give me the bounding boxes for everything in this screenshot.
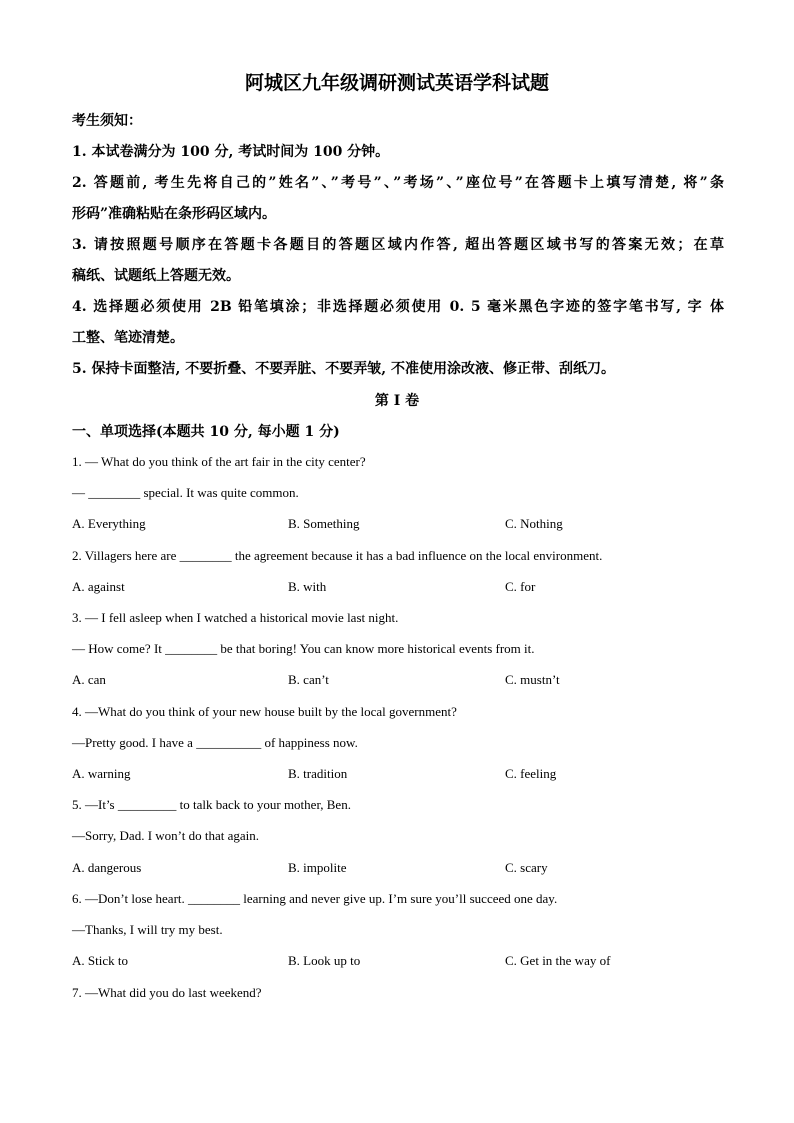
question-5-option-b: B. impolite bbox=[288, 860, 347, 875]
question-5-option-c: C. scary bbox=[505, 860, 548, 875]
notice-line-7: 工整、笔迹清楚。 bbox=[72, 330, 184, 346]
notice-line-4: 3. 请按照题号顺序在答题卡各题目的答题区域内作答, 超出答题区域书写的答案无效；在草 bbox=[72, 237, 724, 253]
question-2-option-b: B. with bbox=[288, 579, 327, 594]
question-6-stem: 6. —Don’t lose heart. ________ learning and never give up. I’m sure you’ll succeed one day. bbox=[72, 891, 558, 906]
question-2-option-a: A. against bbox=[72, 579, 125, 594]
question-3-stem: 3. — I fell asleep when I watched a historical movie last night. bbox=[72, 610, 399, 625]
part-title: 第 I 卷 bbox=[374, 393, 420, 409]
question-6-reply: —Thanks, I will try my best. bbox=[72, 922, 223, 937]
question-5-option-a: A. dangerous bbox=[72, 860, 142, 875]
question-5-stem: 5. —It’s _________ to talk back to your mother, Ben. bbox=[72, 797, 351, 812]
question-6-option-a: A. Stick to bbox=[72, 953, 128, 968]
notice-line-3: 形码”准确粘贴在条形码区域内。 bbox=[72, 206, 277, 222]
question-3-option-b: B. can’t bbox=[288, 672, 329, 687]
question-1-reply: — ________ special. It was quite common. bbox=[72, 485, 299, 500]
question-4-option-c: C. feeling bbox=[505, 766, 557, 781]
notice-line-8: 5. 保持卡面整洁, 不要折叠、不要弄脏、不要弄皱, 不准使用涂改液、修正带、刮纸刀。 bbox=[72, 361, 615, 377]
notice-heading: 考生须知： bbox=[72, 113, 142, 129]
question-4-stem: 4. —What do you think of your new house built by the local government? bbox=[72, 704, 457, 719]
question-3-reply: — How come? It ________ be that boring! You can know more historical events from it. bbox=[72, 641, 535, 656]
section-title: 一、单项选择(本题共 10 分, 每小题 1 分) bbox=[72, 424, 340, 440]
question-4-option-a: A. warning bbox=[72, 766, 131, 781]
question-6-option-b: B. Look up to bbox=[288, 953, 361, 968]
question-4-reply: —Pretty good. I have a __________ of happiness now. bbox=[72, 735, 358, 750]
question-3-option-c: C. mustn’t bbox=[505, 672, 560, 687]
notice-line-6: 4. 选择题必须使用 2B 铅笔填涂；非选择题必须使用 0. 5 毫米黑色字迹的签字笔书写, 字 体 bbox=[72, 299, 724, 315]
exam-title: 阿城区九年级调研测试英语学科试题 bbox=[244, 72, 549, 94]
question-5-reply: —Sorry, Dad. I won’t do that again. bbox=[72, 828, 260, 843]
question-2-stem: 2. Villagers here are ________ the agreement because it has a bad influence on the local environment. bbox=[72, 548, 603, 563]
question-4-option-b: B. tradition bbox=[288, 766, 348, 781]
question-1-stem: 1. — What do you think of the art fair in the city center? bbox=[72, 454, 366, 469]
question-7-stem: 7. —What did you do last weekend? bbox=[72, 985, 262, 1000]
question-6-option-c: C. Get in the way of bbox=[505, 953, 611, 968]
notice-line-1: 1. 本试卷满分为 100 分, 考试时间为 100 分钟。 bbox=[72, 144, 390, 160]
notice-line-5: 稿纸、试题纸上答题无效。 bbox=[72, 268, 240, 284]
question-1-option-b: B. Something bbox=[288, 516, 360, 531]
question-1-option-a: A. Everything bbox=[72, 516, 146, 531]
question-2-option-c: C. for bbox=[505, 579, 536, 594]
question-1-option-c: C. Nothing bbox=[505, 516, 563, 531]
question-3-option-a: A. can bbox=[72, 672, 106, 687]
notice-line-2: 2. 答题前, 考生先将自己的”姓名”、”考号”、”考场”、”座位号”在答题卡上填写清楚, 将”条 bbox=[72, 175, 724, 191]
